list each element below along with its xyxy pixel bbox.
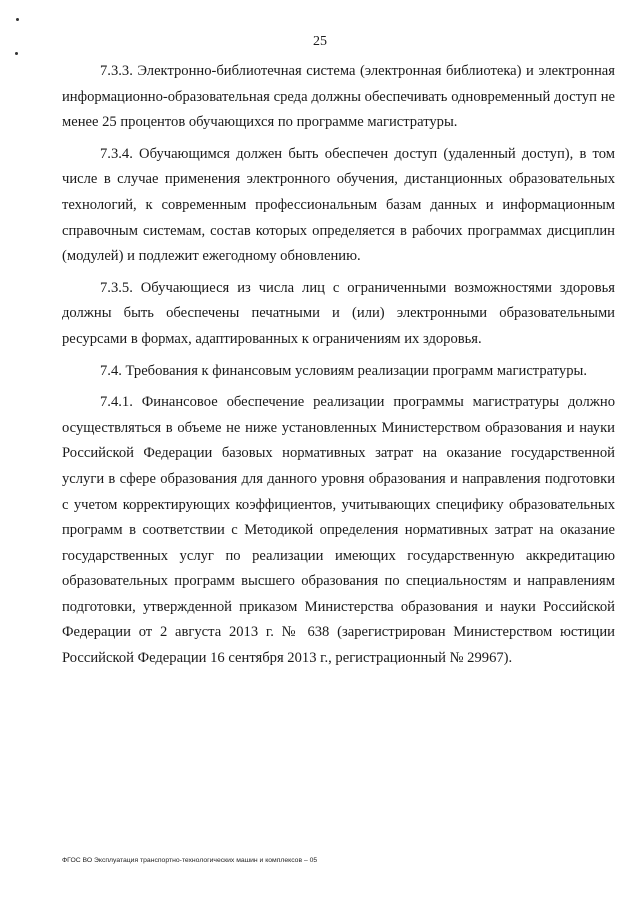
paragraph-7-3-4: 7.3.4. Обучающимся должен быть обеспечен доступ (удаленный доступ), в том числе в случае применения электронного обучения, дистанционных образовательных технологий, к современным профессиональным базам данных и информационным справочным системам, состав которых определяется в рабочих программах дисциплин (модулей) и подлежит ежегодному обновлению.: [62, 145, 615, 265]
page-number: 25: [313, 34, 327, 49]
scan-dot-mark: [15, 52, 18, 55]
paragraph-7-4-1: 7.4.1. Финансовое обеспечение реализации программы магистратуры должно осуществляться в объеме не ниже установленных Министерством образования и науки Российской Федерации базовых нормативных затрат на оказание государственной услуги в сфере образования для данного уровня образования и направления подготовки с учетом корректирующих коэффициентов, учитывающих специфику образовательных программ в соответствии с Методикой определения нормативных затрат на оказание государственных услуг по реализации имеющих государственную аккредитацию образовательных программ высшего образования по специальностям и направлениям подготовки, утвержденной приказом Министерства образования и науки Российской Федерации от 2 августа 2013 г. № 638 (зарегистрирован Министерством юстиции Российской Федерации 16 сентября 2013 г., регистрационный № 29967).: [62, 394, 615, 667]
paragraph-7-3-3: 7.3.3. Электронно-библиотечная система (электронная библиотека) и электронная информационно-образовательная среда должны обеспечивать одновременный доступ не менее 25 процентов обучающихся по программе магистратуры.: [62, 63, 615, 131]
document-footer: ФГОС ВО Эксплуатация транспортно-технологических машин и комплексов – 05: [62, 857, 318, 864]
scan-dot-mark: [16, 18, 19, 21]
paragraph-7-4: 7.4. Требования к финансовым условиям реализации программ магистратуры.: [100, 362, 587, 379]
paragraph-7-3-5: 7.3.5. Обучающиеся из числа лиц с ограниченными возможностями здоровья должны быть обеспечены печатными и (или) электронными образовательными ресурсами в формах, адаптированных к ограничениям их здоровья.: [62, 279, 615, 347]
document-body: [62, 59, 615, 678]
